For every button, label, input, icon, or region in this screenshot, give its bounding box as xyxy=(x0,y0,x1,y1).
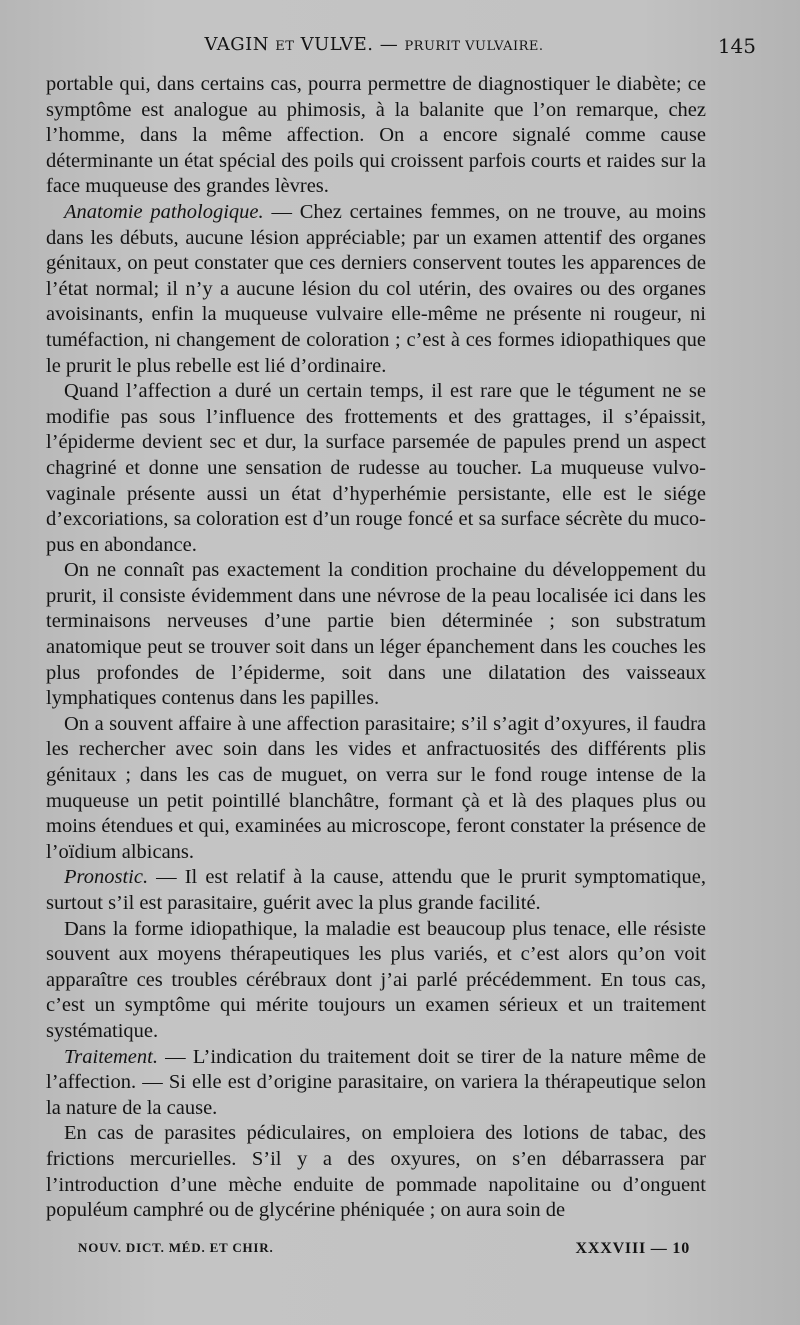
paragraph xyxy=(46,712,706,866)
paragraph xyxy=(46,379,706,558)
paragraph-text: On a souvent affaire à une affection parasitaire; s’il s’agit d’oxyures, il faudra les rechercher avec soin dans les vides et anfractuosités des différents plis génitaux ; dans les cas de muguet, on verra sur le fond rouge intense de la muqueuse un petit pointillé blanchâtre, formant çà et là des plaques plus ou moins étendues et qui, examinées au microscope, feront constater la présence de l’oïdium albicans. xyxy=(46,712,706,863)
paragraph-text: portable qui, dans certains cas, pourra permettre de diagnostiquer le diabète; ce symptôme est analogue au phimosis, à la balanite que l’on remarque, chez l’homme, dans la même affection. On a encore signalé comme cause déterminante un état spécial des poils qui croissent parfois courts et raides sur la face muqueuse des grandes lèvres. xyxy=(46,73,706,198)
paragraph-text: — L’indication du traitement doit se tirer de la nature même de l’affection. — Si elle est d’origine parasitaire, on variera la thérapeutique selon la nature de la cause. xyxy=(46,1045,706,1119)
paragraph-text: En cas de parasites pédiculaires, on emploiera des lotions de tabac, des frictions mercurielles. S’il y a des oxyures, on s’en débarrassera par l’introduction d’une mèche enduite de pommade napolitaine ou d’onguent populéum camphré ou de glycérine phéniquée ; on aura soin de xyxy=(46,1122,706,1222)
title-et: ET xyxy=(275,39,295,54)
paragraph-lead: Traitement. xyxy=(64,1045,158,1068)
paragraph-lead: Pronostic. xyxy=(64,866,149,889)
paragraph xyxy=(46,865,706,916)
title-dash: — xyxy=(379,34,399,55)
paragraph-text: Quand l’affection a duré un certain temps, il est rare que le tégument ne se modifie pas sous l’influence des frottements et des grattages, il s’épaissit, l’épiderme devient sec et dur, la surface parsemée de papules prend un aspect chagriné et donne une sensation de rudesse au toucher. La muqueuse vulvo-vaginale présente aussi un état d’hyperhémie persistante, elle est le siége d’excoriations, sa coloration est d’un rouge foncé et sa surface sécrète du muco-pus en abondance. xyxy=(46,380,706,556)
paragraph-text: — Il est relatif à la cause, attendu que le prurit symptomatique, surtout s’il est parasitaire, guérit avec la plus grande facilité. xyxy=(46,866,706,914)
paragraph-lead: Anatomie pathologique. xyxy=(64,200,264,223)
running-header xyxy=(40,34,756,64)
title-vulve: VULVE. xyxy=(300,34,374,55)
paragraph xyxy=(46,1121,706,1223)
paragraph xyxy=(46,1045,706,1122)
body-text xyxy=(46,72,706,1224)
footer-dictionary-title: NOUV. DICT. MÉD. ET CHIR. xyxy=(78,1240,274,1255)
paragraph xyxy=(46,558,706,712)
footer-volume-signature: XXXVIII — 10 xyxy=(575,1240,690,1257)
title-prurit: PRURIT VULVAIRE. xyxy=(404,39,544,54)
paragraph-text: Dans la forme idiopathique, la maladie est beaucoup plus tenace, elle résiste souvent aux moyens thérapeutiques les plus variés, et c’est alors qu’on voit apparaître ces troubles cérébraux dont j’ai parlé précédemment. En tous cas, c’est un symptôme qui mérite toujours un examen sérieux et un traitement systématique. xyxy=(46,917,706,1042)
title-vagin: VAGIN xyxy=(204,34,269,55)
page-number: 145 xyxy=(717,34,756,58)
paragraph-text: On ne connaît pas exactement la condition prochaine du développement du prurit, il consiste évidemment dans une névrose de la peau localisée ici dans les terminaisons nerveuses d’une partie bien déterminée ; son substratum anatomique peut se trouver soit dans un léger épanchement dans les couches les plus profondes de l’épiderme, soit dans une dilatation des vaisseaux lymphatiques contenus dans les papilles. xyxy=(46,559,706,710)
paragraph xyxy=(46,200,706,379)
running-title xyxy=(40,34,708,55)
paragraph xyxy=(46,72,706,200)
paragraph xyxy=(46,917,706,1045)
paragraph-text: — Chez certaines femmes, on ne trouve, au moins dans les débuts, aucune lésion appréciable; par un examen attentif des organes génitaux, on peut constater que ces derniers conservent toutes les apparences de l’état normal; il n’y a aucune lésion du col utérin, des ovaires ou des organes avoisinants, enfin la muqueuse vulvaire elle-même ne présente ni rougeur, ni tuméfaction, ni changement de coloration ; c’est à ces formes idiopathiques que le prurit le plus rebelle est lié d’ordinaire. xyxy=(46,200,706,377)
